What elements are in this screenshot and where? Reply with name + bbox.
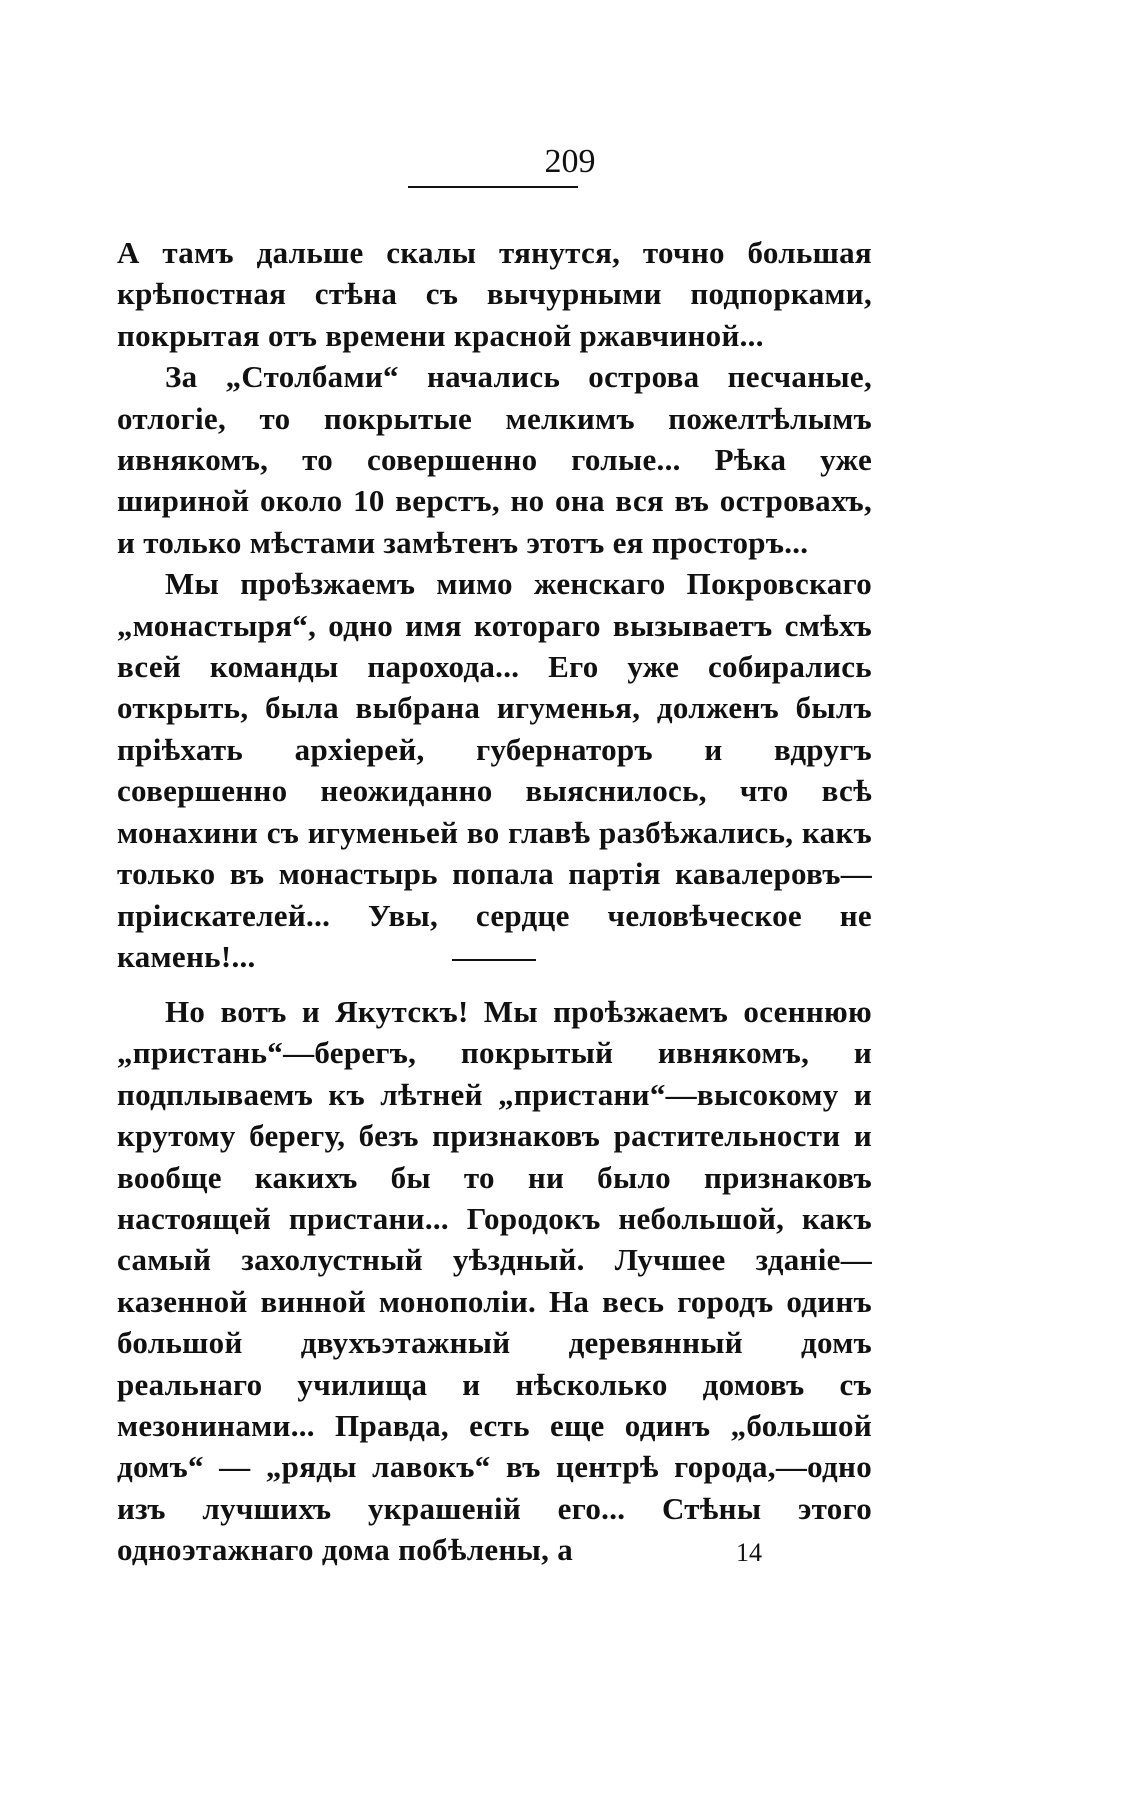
section-1-text	[117, 232, 872, 977]
section-2-text	[117, 991, 872, 1571]
header-rule	[408, 186, 578, 188]
paragraph: Но вотъ и Якутскъ! Мы проѣзжаемъ осеннюю „пристань“—берегъ, покрытый ивнякомъ, и подплываемъ къ лѣтней „пристани“—высокому и крутому берегу, безъ признаковъ растительности и вообще какихъ бы то ни было признаковъ настоящей пристани... Городокъ небольшой, какъ самый захолустный уѣздный. Лучшее зданіе—казенной винной монополіи. На весь городъ одинъ большой двухъэтажный деревянный домъ реальнаго училища и нѣсколько домовъ съ мезонинами... Правда, есть еще одинъ „большой домъ“ — „ряды лавокъ“ въ центрѣ города,—одно изъ лучшихъ украшеній его... Стѣны этого одноэтажнаго дома побѣлены, а	[117, 994, 872, 1568]
page-number: 209	[544, 143, 596, 180]
paragraph: А тамъ дальше скалы тянутся, точно большая крѣпостная стѣна съ вычурными подпорками, покрытая отъ времени красной ржавчиной...	[117, 235, 872, 353]
section-divider	[452, 959, 536, 961]
signature-mark: 14	[736, 1538, 762, 1567]
paragraph: Мы проѣзжаемъ мимо женскаго Покровскаго „монастыря“, одно имя котораго вызываетъ смѣхъ всей команды парохода... Его уже собирались открыть, была выбрана игуменья, долженъ былъ пріѣхать архіерей, губернаторъ и вдругъ совершенно неожиданно выяснилось, что всѣ монахини съ игуменьей во главѣ разбѣжались, какъ только въ монастырь попала партія кавалеровъ—пріискателей... Увы, сердце человѣческое не камень!...	[117, 566, 872, 974]
paragraph: За „Столбами“ начались острова песчаные, отлогіе, то покрытые мелкимъ пожелтѣлымъ ивнякомъ, то совершенно голые... Рѣка уже шириной около 10 верстъ, но она вся въ островахъ, и только мѣстами замѣтенъ этотъ ея просторъ...	[117, 359, 872, 560]
